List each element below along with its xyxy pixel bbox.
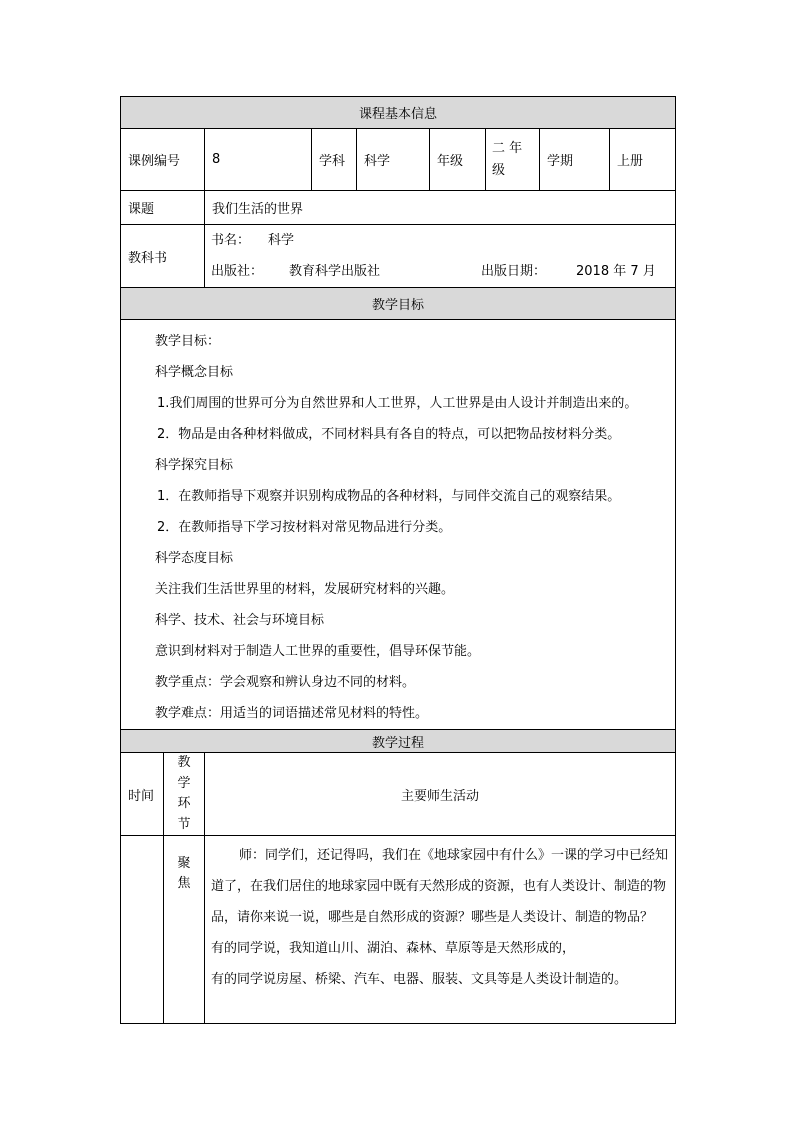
key-point-line: 教学重点：学会观察和辨认身边不同的材料。 — [155, 675, 416, 690]
activity-paragraph: 有的同学说，我知道山川、湖泊、森林、草原等是天然形成的， — [211, 941, 576, 956]
objective-line: 科学概念目标 — [155, 365, 234, 380]
objectives-body — [121, 320, 676, 730]
stage-cell — [164, 836, 205, 1024]
time-cell — [121, 836, 164, 1024]
objective-line: 1．在教师指导下观察并识别构成物品的各种材料，与同伴交流自己的观察结果。 — [157, 489, 621, 504]
book-name-value: 科学 — [268, 233, 295, 248]
term-value: 上册 — [610, 129, 676, 191]
publisher-value: 教育科学出版社 — [289, 264, 381, 279]
objective-line: 科学、技术、社会与环境目标 — [155, 613, 325, 628]
objective-line: 2．在教师指导下学习按材料对常见物品进行分类。 — [157, 520, 452, 535]
objective-line: 意识到材料对于制造人工世界的重要性，倡导环保节能。 — [155, 644, 481, 659]
case-no-label: 课例编号 — [121, 129, 205, 191]
topic-value: 我们生活的世界 — [205, 191, 676, 225]
textbook-details — [205, 225, 676, 288]
objective-line: 科学态度目标 — [155, 551, 234, 566]
publish-date-label: 出版日期： — [481, 264, 547, 279]
process-header: 教学过程 — [121, 730, 676, 753]
subject-value: 科学 — [357, 129, 430, 191]
difficulty-line: 教学难点：用适当的词语描述常见材料的特性。 — [155, 706, 429, 721]
book-name-line — [205, 225, 675, 256]
case-no-value: 8 — [205, 129, 312, 191]
course-info-header: 课程基本信息 — [121, 97, 676, 129]
publisher-label: 出版社： — [211, 264, 264, 279]
book-name-label: 书名： — [211, 233, 251, 248]
term-label: 学期 — [540, 129, 610, 191]
stage-header — [164, 753, 205, 836]
stage-name: 聚焦 — [177, 856, 191, 891]
objective-line: 2．物品是由各种材料做成，不同材料具有各自的特点，可以把物品按材料分类。 — [157, 427, 621, 442]
objective-line: 教学目标： — [155, 334, 221, 349]
activity-header: 主要师生活动 — [205, 753, 676, 836]
activity-paragraph: 有的同学说房屋、桥梁、汽车、电器、服装、文具等是人类设计制造的。 — [211, 972, 628, 987]
objective-line: 关注我们生活世界里的材料，发展研究材料的兴趣。 — [155, 582, 455, 597]
grade-value: 二 年 级 — [486, 129, 540, 191]
objective-line: 1.我们周围的世界可分为自然世界和人工世界，人工世界是由人设计并制造出来的。 — [157, 396, 638, 411]
activity-paragraph: 师：同学们，还记得吗，我们在《地球家园中有什么》一课的学习中已经知道了，在我们居住的地球家园中既有天然形成的资源，也有人类设计、制造的物品，请你来说一说，哪些是自然形成的资源？哪些是人类设计、制造的物品？ — [211, 848, 669, 925]
textbook-label: 教科书 — [121, 225, 205, 288]
publish-date-value: 2018 年 7 月 — [576, 264, 656, 279]
course-plan-table — [120, 96, 676, 1024]
activity-cell — [205, 836, 676, 1024]
objectives-header: 教学目标 — [121, 288, 676, 320]
stage-header-text: 教学环节 — [177, 755, 191, 832]
time-header: 时间 — [121, 753, 164, 836]
publisher-line — [205, 256, 675, 287]
objective-line: 科学探究目标 — [155, 458, 234, 473]
subject-label: 学科 — [312, 129, 357, 191]
topic-label: 课题 — [121, 191, 205, 225]
grade-label: 年级 — [430, 129, 486, 191]
